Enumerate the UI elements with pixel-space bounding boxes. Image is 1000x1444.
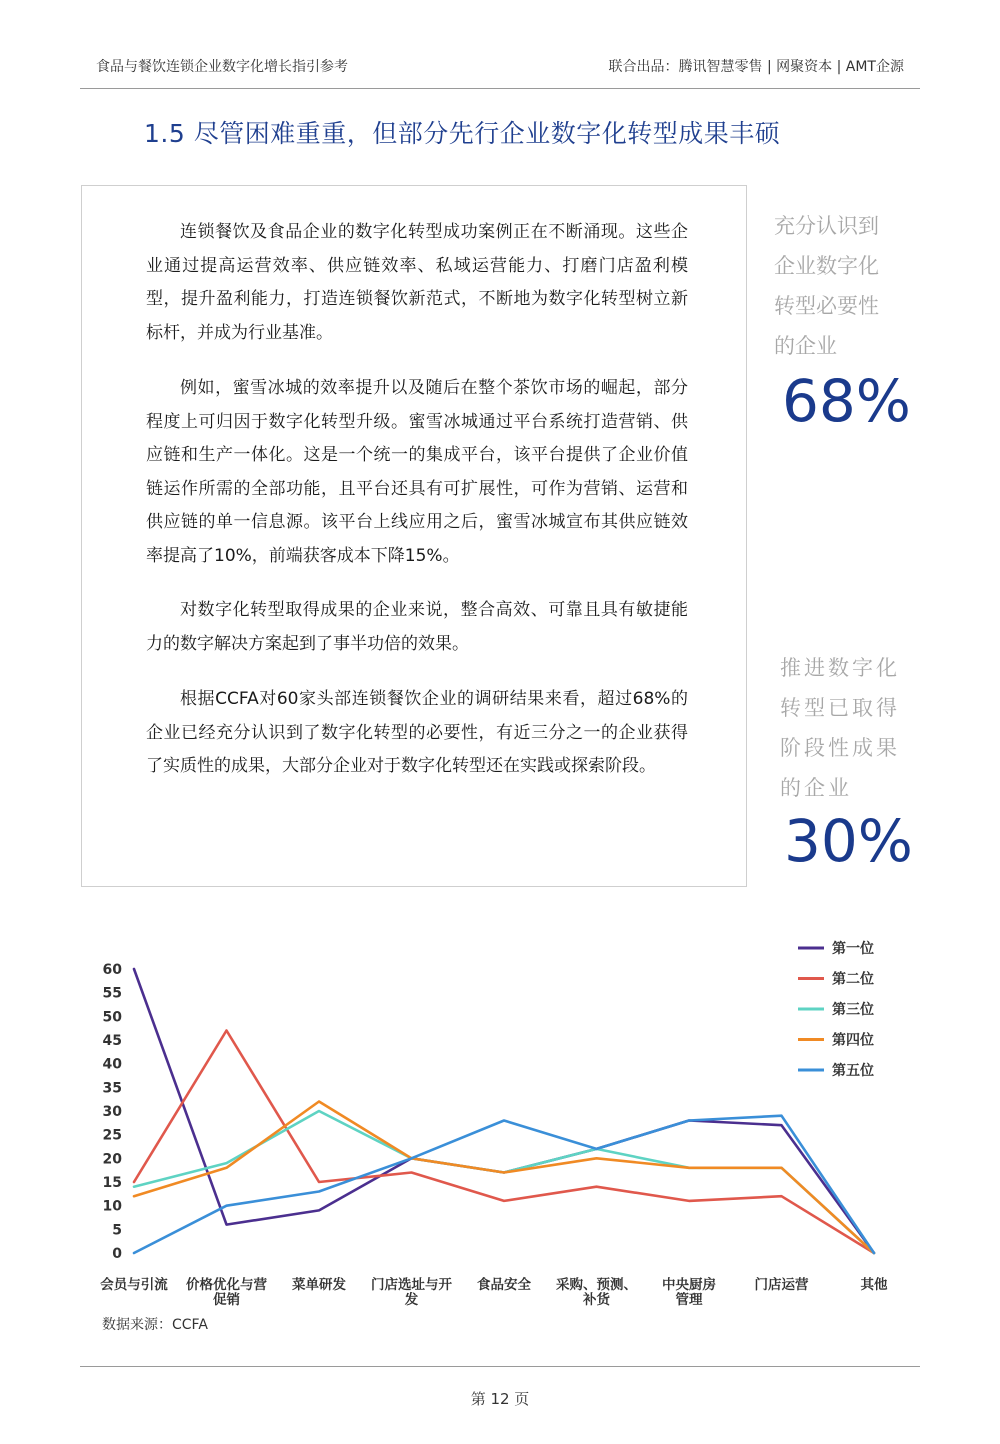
stat-label-line: 转型必要性 (774, 294, 879, 318)
y-tick-label: 10 (102, 1198, 122, 1215)
series-line-第五位 (134, 1116, 874, 1253)
y-tick-label: 20 (102, 1151, 122, 1168)
y-tick-label: 35 (102, 1080, 122, 1097)
paragraph-2: 例如，蜜雪冰城的效率提升以及随后在整个茶饮市场的崛起，部分程度上可归因于数字化转型升级。蜜雪冰城通过平台系统打造营销、供应链和生产一体化。这是一个统一的集成平台，该平台提供了企业价值链运作所需的全部功能，且平台还具有可扩展性，可作为营销、运营和供应链的单一信息源。该平台上线应用之后，蜜雪冰城宣布其供应链效率提高了10%，前端获客成本下降15%。 (146, 378, 688, 566)
y-tick-label: 60 (102, 962, 122, 978)
x-tick-label: 管理 (675, 1292, 703, 1308)
header-divider (80, 88, 920, 89)
legend-label: 第四位 (832, 1032, 874, 1049)
y-tick-label: 30 (102, 1104, 122, 1120)
stat-label-line: 推进数字化 (780, 656, 900, 680)
y-tick-label: 50 (102, 1009, 122, 1026)
header-document-title: 食品与餐饮连锁企业数字化增长指引参考 (96, 59, 348, 75)
stat-label-line: 的企业 (780, 776, 852, 800)
x-tick-label: 门店运营 (754, 1277, 809, 1293)
stat-results-label (780, 648, 900, 808)
x-tick-label: 补货 (583, 1292, 610, 1308)
y-tick-label: 55 (102, 985, 122, 1002)
x-tick-label: 中央厨房 (662, 1277, 716, 1293)
line-chart-svg (80, 930, 920, 1320)
y-tick-label: 40 (102, 1056, 122, 1073)
y-tick-label: 5 (112, 1222, 122, 1239)
paragraph-1: 连锁餐饮及食品企业的数字化转型成功案例正在不断涌现。这些企业通过提高运营效率、供应链效率、私域运营能力、打磨门店盈利模型，提升盈利能力，打造连锁餐饮新范式，不断地为数字化转型树立新标杆，并成为行业基准。 (146, 222, 688, 343)
legend-label: 第三位 (832, 1002, 874, 1018)
x-tick-label: 价格优化与营 (186, 1277, 267, 1293)
series-line-第一位 (134, 969, 874, 1253)
y-tick-label: 0 (112, 1246, 122, 1262)
y-tick-label: 45 (102, 1033, 122, 1049)
line-chart (80, 930, 920, 1320)
legend-label: 第一位 (832, 941, 874, 957)
paragraph-4: 根据CCFA对60家头部连锁餐饮企业的调研结果来看，超过68%的企业已经充分认识到了数字化转型的必要性，有近三分之一的企业获得了实质性的成果，大部分企业对于数字化转型还在实践或探索阶段。 (146, 689, 688, 777)
stat-label-line: 转型已取得 (780, 696, 900, 720)
x-tick-label: 促销 (213, 1292, 240, 1308)
data-source: 数据来源：CCFA (102, 1317, 208, 1333)
series-line-第二位 (134, 1031, 874, 1254)
x-tick-label: 会员与引流 (100, 1277, 168, 1293)
legend-label: 第五位 (832, 1063, 874, 1079)
stat-recognition-label (774, 206, 879, 366)
x-tick-label: 其他 (860, 1277, 888, 1293)
stat-results-value: 30% (784, 807, 913, 875)
section-title: 1.5 尽管困难重重，但部分先行企业数字化转型成果丰硕 (144, 119, 781, 148)
paragraph-3: 对数字化转型取得成果的企业来说，整合高效、可靠且具有敏捷能力的数字解决方案起到了事半功倍的效果。 (146, 600, 688, 654)
stat-label-line: 的企业 (774, 334, 837, 358)
x-tick-label: 食品安全 (477, 1277, 531, 1293)
footer-divider (80, 1366, 920, 1367)
header-publishers: 联合出品：腾讯智慧零售 | 网聚资本 | AMT企源 (608, 59, 904, 75)
x-tick-label: 采购、预测、 (556, 1277, 637, 1293)
stat-label-line: 企业数字化 (774, 254, 879, 278)
series-line-第三位 (134, 1111, 874, 1253)
x-tick-label: 发 (404, 1292, 419, 1308)
y-tick-label: 15 (102, 1175, 122, 1191)
x-tick-label: 菜单研发 (292, 1277, 346, 1293)
x-tick-label: 门店选址与开 (371, 1277, 452, 1293)
page-number: 第 12 页 (470, 1390, 530, 1408)
stat-recognition-value: 68% (782, 367, 911, 435)
y-tick-label: 25 (102, 1127, 122, 1144)
stat-label-line: 阶段性成果 (780, 736, 900, 760)
legend-label: 第二位 (832, 971, 874, 988)
stat-label-line: 充分认识到 (774, 214, 879, 238)
